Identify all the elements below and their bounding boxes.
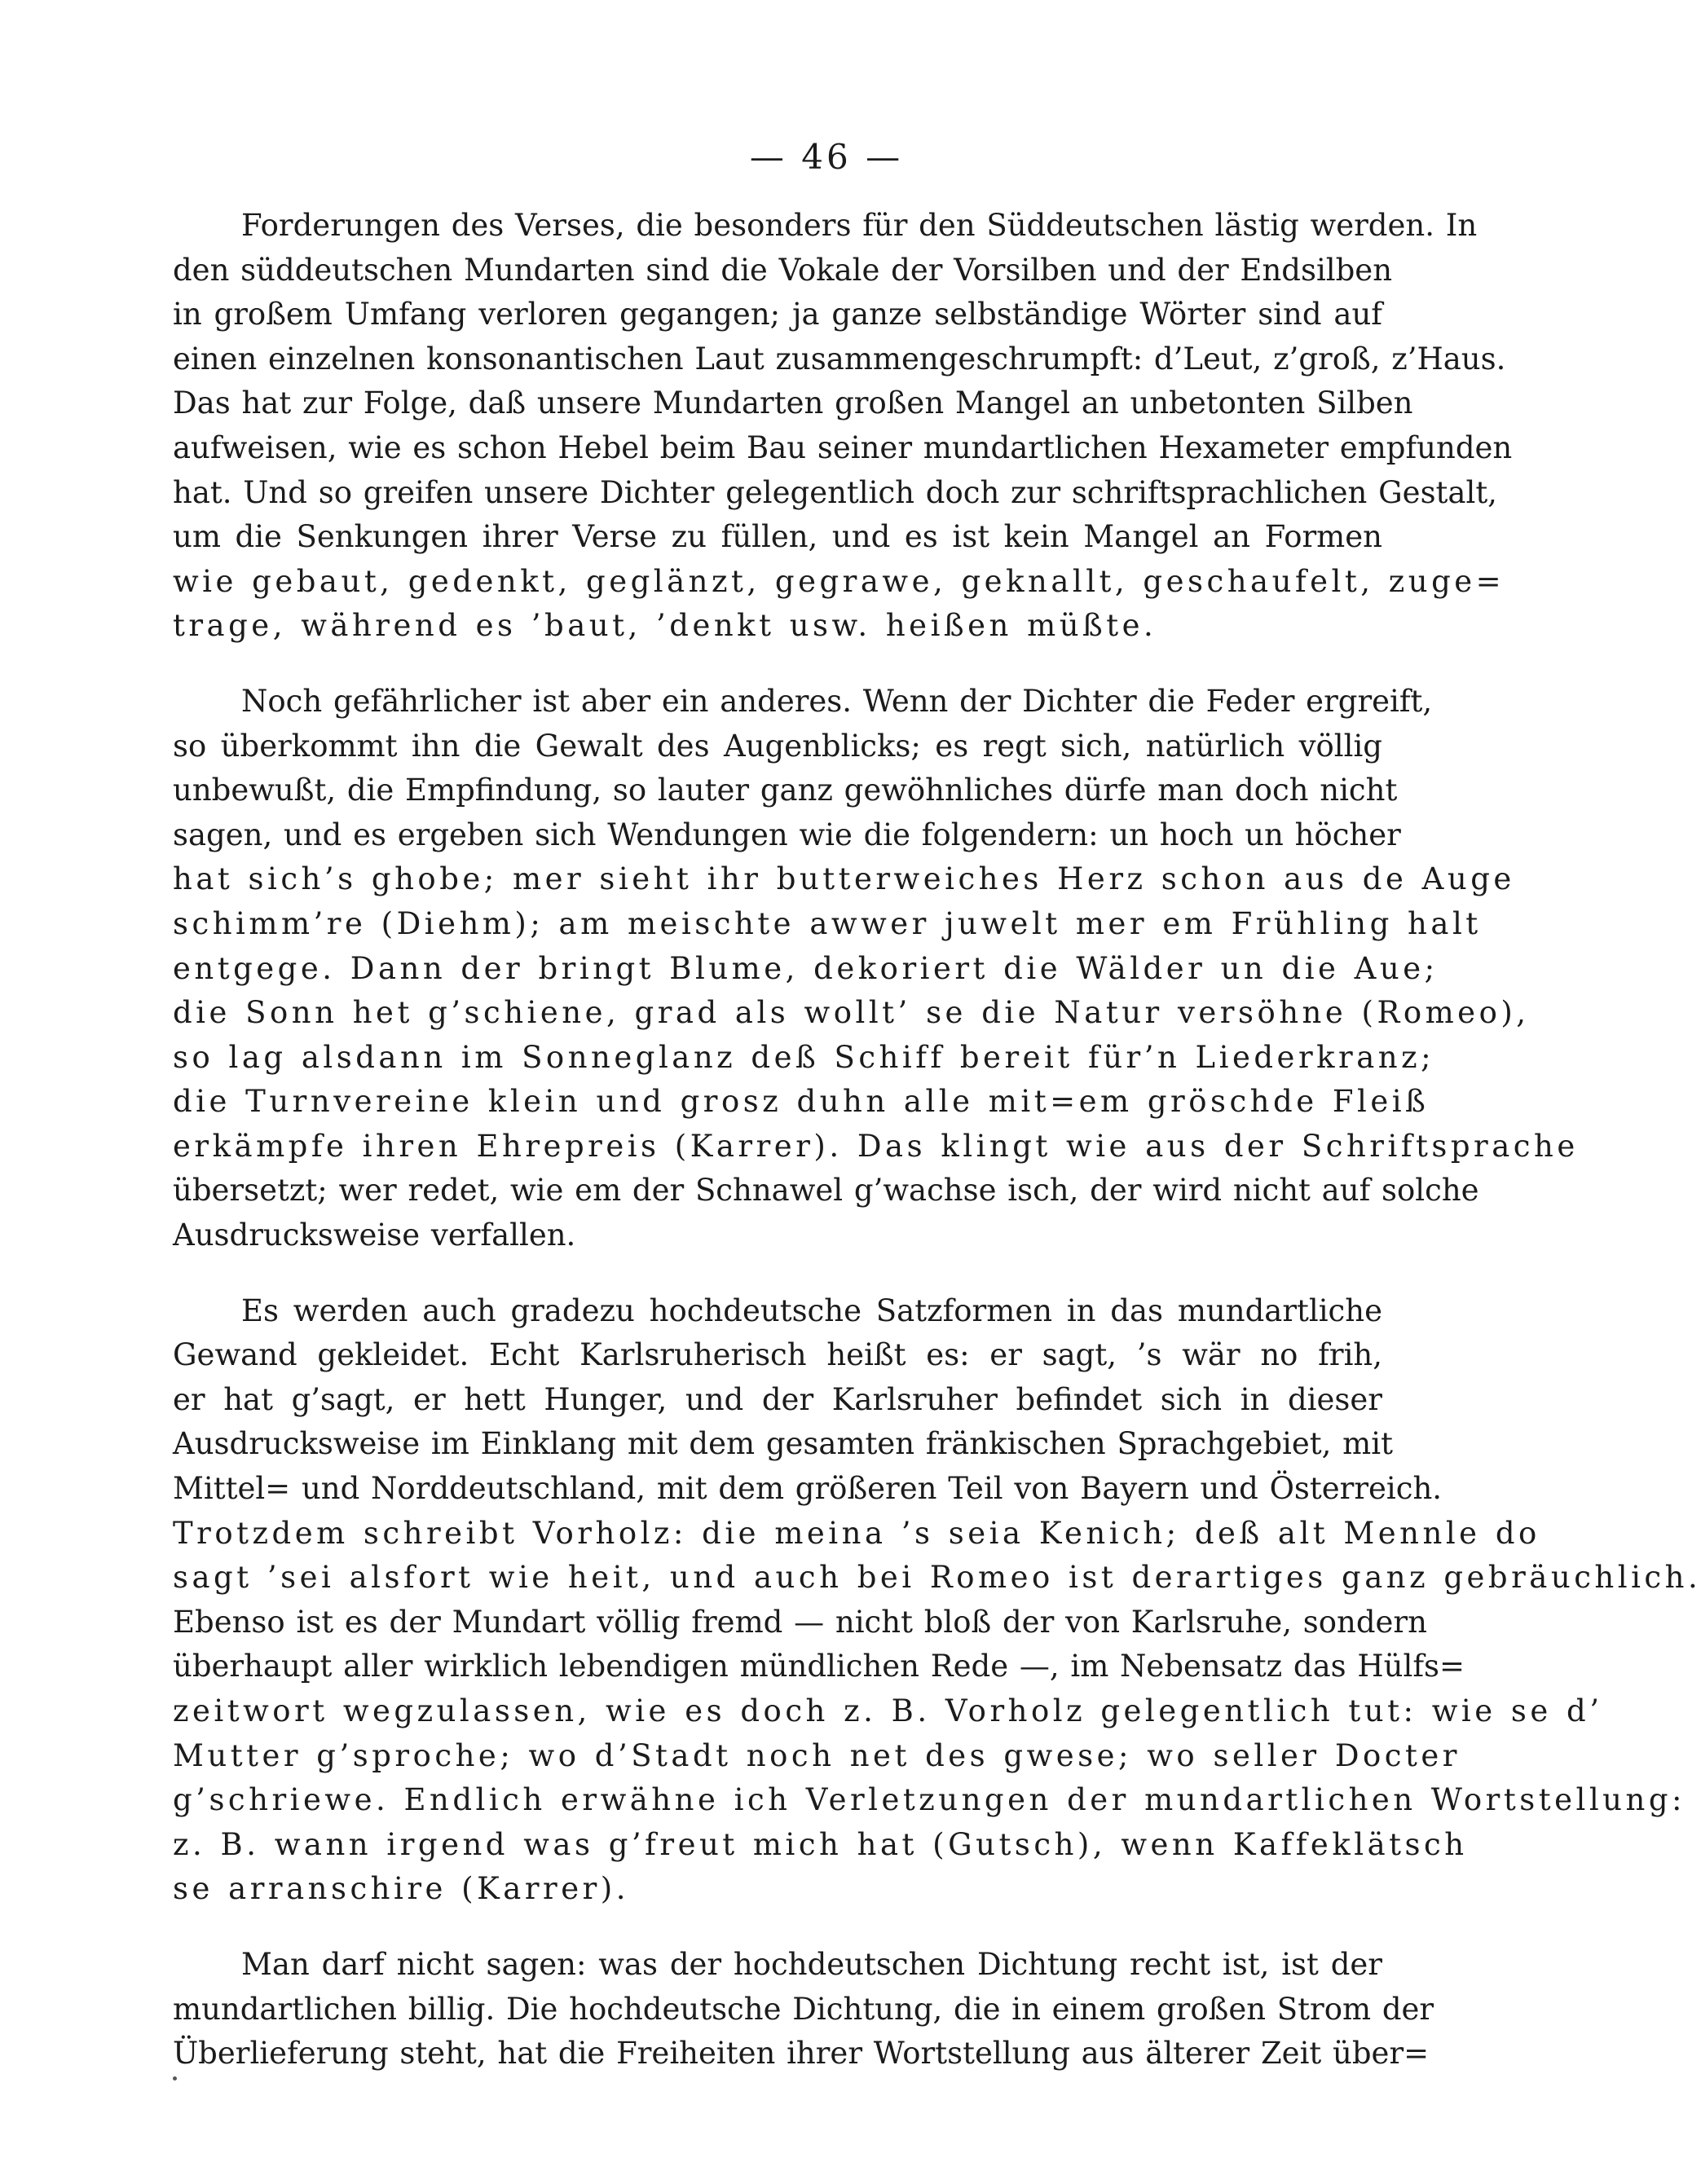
- text-line: in großem Umfang verloren gegangen; ja ganze selbständige Wörter sind auf: [173, 297, 1382, 332]
- text-line: trage, während es ’baut, ’denkt usw. heißen müßte.: [173, 608, 1157, 644]
- text-line: g’schriewe. Endlich erwähne ich Verletzungen der mundartlichen Wortstellung:: [173, 1782, 1686, 1818]
- text-line: se arranschire (Karrer).: [173, 1871, 629, 1907]
- text-line: Das hat zur Folge, daß unsere Mundarten großen Mangel an unbetonten Silben: [173, 385, 1413, 421]
- text-line: so lag alsdann im Sonneglanz deß Schiff bereit für’n Liederkranz;: [173, 1039, 1435, 1075]
- text-line: hat. Und so greifen unsere Dichter gelegentlich doch zur schriftsprachlichen Gestalt,: [173, 474, 1497, 510]
- text-line: Mittel= und Norddeutschland, mit dem größeren Teil von Bayern und Österreich.: [173, 1471, 1443, 1507]
- paragraph-3: [173, 1289, 1701, 1912]
- text-line: Noch gefährlicher ist aber ein anderes. Wenn der Dichter die Feder ergreift,: [241, 683, 1433, 719]
- text-line: Mutter g’sproche; wo d’Stadt noch net des gwese; wo seller Docter: [173, 1737, 1461, 1773]
- text-line: die Sonn het g’schiene, grad als wollt’ se die Natur versöhne (Romeo),: [173, 995, 1530, 1031]
- text-line: Forderungen des Verses, die besonders für den Süddeutschen lästig werden. In: [241, 208, 1478, 243]
- text-line: Gewand gekleidet. Echt Karlsruherisch heißt es: er sagt, ’s wär no frih,: [173, 1337, 1382, 1373]
- paragraph-4: [173, 1943, 1434, 2076]
- text-line: z. B. wann irgend was g’freut mich hat (Gutsch), wenn Kaffeklätsch: [173, 1826, 1468, 1862]
- text-line: schimm’re (Diehm); am meischte awwer juwelt mer em Frühling halt: [173, 905, 1482, 941]
- text-line: unbewußt, die Empfindung, so lauter ganz gewöhnliches dürfe man doch nicht: [173, 773, 1398, 808]
- text-line: Es werden auch gradezu hochdeutsche Satzformen in das mundartliche: [241, 1292, 1382, 1328]
- text-line: den süddeutschen Mundarten sind die Vokale der Vorsilben und der Endsilben: [173, 252, 1393, 288]
- text-line: überhaupt aller wirklich lebendigen mündlichen Rede —, im Nebensatz das Hülfs=: [173, 1649, 1465, 1684]
- text-line: sagt ’sei alsfort wie heit, und auch bei Romeo ist derartiges ganz gebräuchlich.: [173, 1560, 1701, 1596]
- text-line: erkämpfe ihren Ehrepreis (Karrer). Das klingt wie aus der Schriftsprache: [173, 1128, 1579, 1164]
- text-line: entgege. Dann der bringt Blume, dekoriert die Wälder un die Aue;: [173, 950, 1439, 986]
- paragraph-2: [173, 680, 1579, 1258]
- text-line: so überkommt ihn die Gewalt des Augenblicks; es regt sich, natürlich völlig: [173, 728, 1382, 764]
- text-line: Überlieferung steht, hat die Freiheiten ihrer Wortstellung aus älterer Zeit über=: [173, 2036, 1430, 2072]
- text-line: wie gebaut, gedenkt, geglänzt, gegrawe, geknallt, geschaufelt, zuge=: [173, 563, 1505, 599]
- text-line: Man darf nicht sagen: was der hochdeutschen Dichtung recht ist, ist der: [241, 1946, 1382, 1982]
- text-line: um die Senkungen ihrer Verse zu füllen, und es ist kein Mangel an Formen: [173, 519, 1382, 555]
- body-text: [173, 204, 1701, 2076]
- text-line: einen einzelnen konsonantischen Laut zusammengeschrumpft: d’Leut, z’groß, z’Haus.: [173, 341, 1506, 376]
- text-line: übersetzt; wer redet, wie em der Schnawel g’wachse isch, der wird nicht auf solche: [173, 1173, 1479, 1209]
- text-line: hat sich’s ghobe; mer sieht ihr butterweiches Herz schon aus de Auge: [173, 861, 1515, 897]
- text-line: Ausdrucksweise verfallen.: [173, 1217, 576, 1253]
- text-line: Ausdrucksweise im Einklang mit dem gesamten fränkischen Sprachgebiet, mit: [173, 1426, 1393, 1462]
- text-line: sagen, und es ergeben sich Wendungen wie die folgendern: un hoch un höcher: [173, 817, 1401, 852]
- text-line: mundartlichen billig. Die hochdeutsche Dichtung, die in einem großen Strom der: [173, 1991, 1434, 2027]
- text-line: die Turnvereine klein und grosz duhn alle mit=em gröschde Fleiß: [173, 1084, 1430, 1120]
- paragraph-1: [173, 204, 1513, 649]
- text-line: Ebenso ist es der Mundart völlig fremd — nicht bloß der von Karlsruhe, sondern: [173, 1604, 1427, 1640]
- text-line: er hat g’sagt, er hett Hunger, und der Karlsruher befindet sich in dieser: [173, 1381, 1382, 1417]
- page-number: — 46 —: [749, 137, 904, 177]
- scan-speck: [173, 2076, 177, 2081]
- text-line: Trotzdem schreibt Vorholz: die meina ’s seia Kenich; deß alt Mennle do: [173, 1515, 1540, 1551]
- text-line: aufweisen, wie es schon Hebel beim Bau seiner mundartlichen Hexameter empfunden: [173, 429, 1513, 465]
- text-line: zeitwort wegzulassen, wie es doch z. B. Vorholz gelegentlich tut: wie se d’: [173, 1693, 1603, 1728]
